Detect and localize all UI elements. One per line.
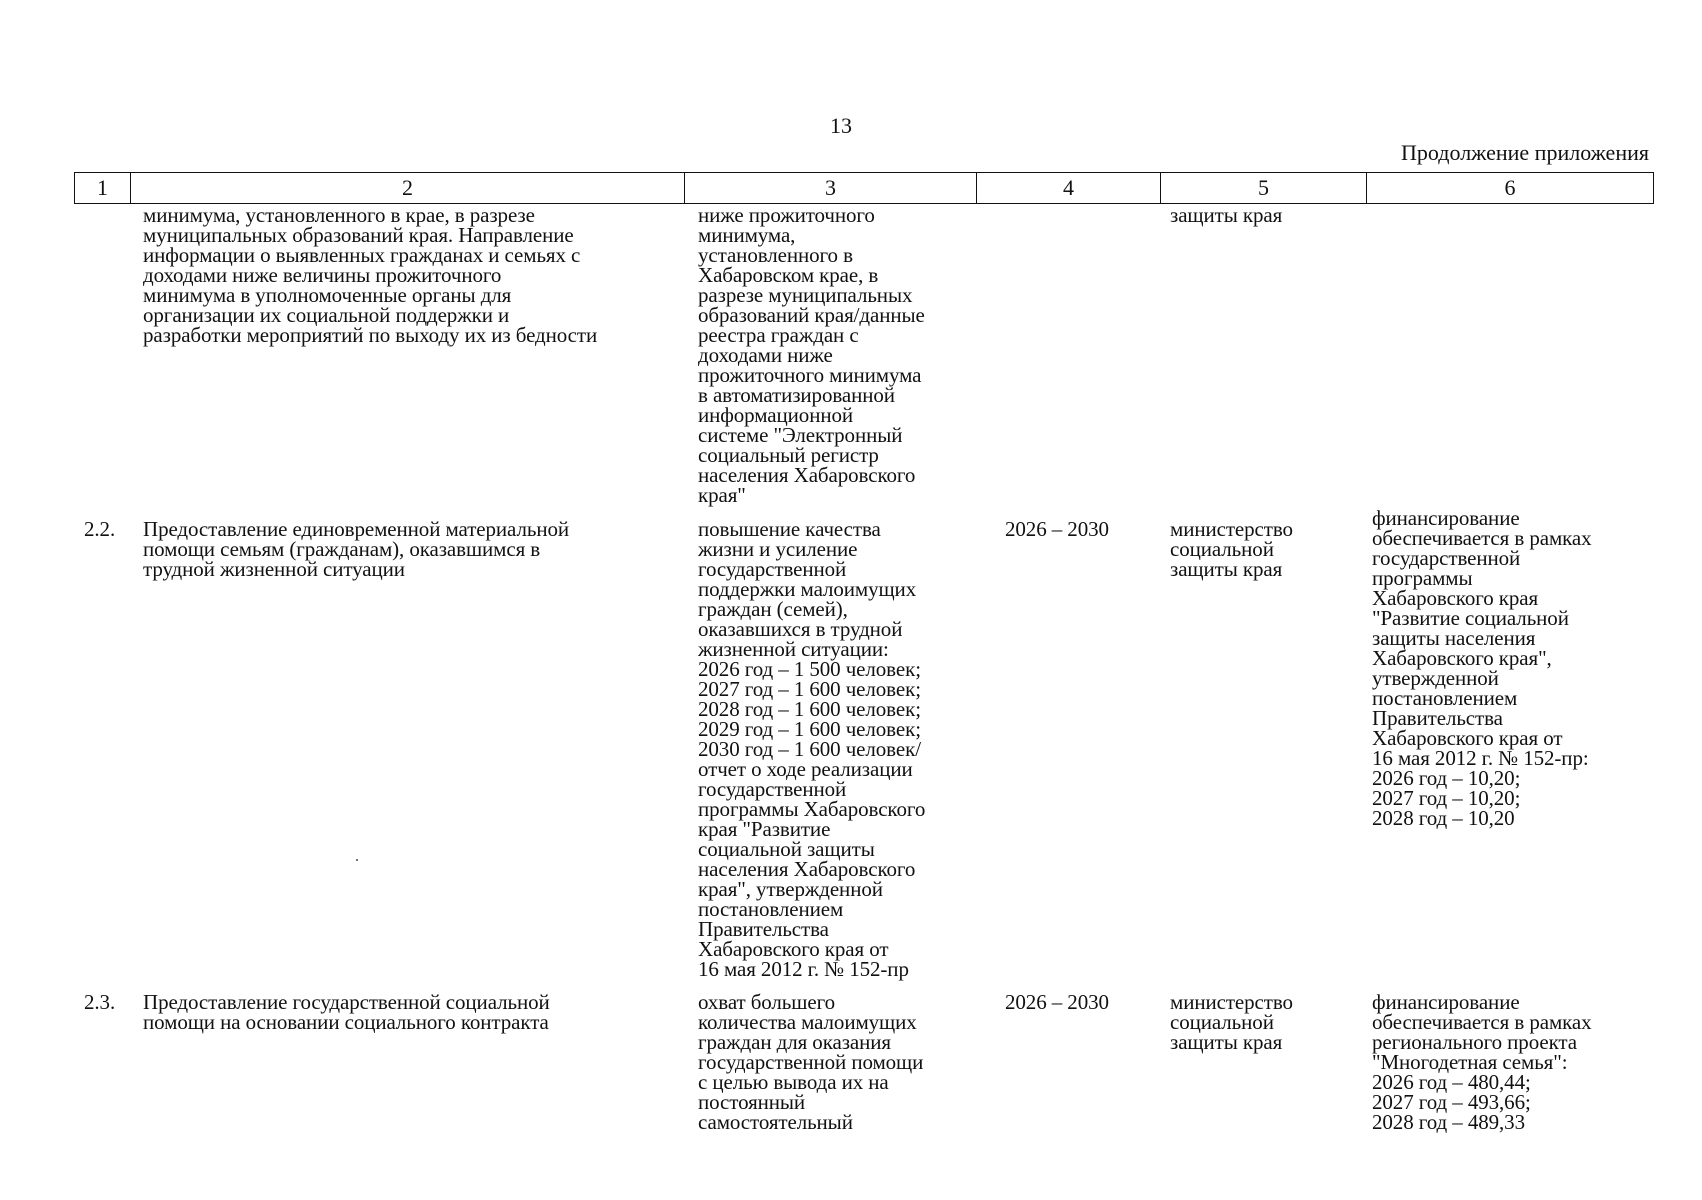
row-financing: финансирование обеспечивается в рамках регионального проекта "Многодетная семья": 2026 год – 480,44; 2027 год – 493,66; 2028 год – 489,33 [1372, 990, 1592, 1134]
row-number: 2.3. [84, 990, 116, 1014]
header-cell-1: 1 [75, 173, 131, 203]
table-header [74, 172, 1654, 204]
row-period: 2026 – 2030 [1005, 990, 1109, 1014]
row-executor: министерство социальной защиты края [1170, 517, 1293, 581]
row-financing: финансирование обеспечивается в рамках государственной программы Хабаровского края "Развитие социальной защиты населения Хабаровского края", утвержденной постановлением Правительства Хабаровского края от 16 мая 2012 г. № 152-пр: 2026 год – 10,20; 2027 год – 10,20; 2028 год – 10,20 [1372, 506, 1592, 830]
header-cell-4: 4 [977, 173, 1161, 203]
row-result: ниже прожиточного минимума, установленного в Хабаровском крае, в разрезе муниципальных образований края/данные реестра граждан с доходами ниже прожиточного минимума в автоматизированной информационной системе "Электронный социальный регистр населения Хабаровского края" [698, 203, 925, 507]
row-result: охват большего количества малоимущих граждан для оказания государственной помощи с целью вывода их на постоянный самостоятельный [698, 990, 924, 1134]
page-number: 13 [830, 113, 852, 138]
row-measure: Предоставление государственной социальной помощи на основании социального контракта [143, 990, 550, 1034]
header-cell-2: 2 [131, 173, 685, 203]
header-cell-3: 3 [685, 173, 977, 203]
row-executor: защиты края [1170, 203, 1283, 227]
scan-speck [356, 859, 358, 861]
header-cell-5: 5 [1161, 173, 1367, 203]
row-number: 2.2. [84, 517, 116, 541]
row-result: повышение качества жизни и усиление государственной поддержки малоимущих граждан (семей), оказавшихся в трудной жизненной ситуации: 2026 год – 1 500 человек; 2027 год – 1 600 человек; 2028 год – 1 600 человек; 2029 год – 1 600 человек; 2030 год – 1 600 человек/ отчет о ходе реализации государственной программы Хабаровского края "Развитие социальной защиты населения Хабаровского края", утвержденной постановлением Правительства Хабаровского края от 16 мая 2012 г. № 152-пр [698, 517, 926, 981]
header-cell-6: 6 [1504, 175, 1516, 200]
row-period: 2026 – 2030 [1005, 517, 1109, 541]
row-measure: минимума, установленного в крае, в разрезе муниципальных образований края. Направление информации о выявленных гражданах и семьях с доходами ниже величины прожиточного минимума в уполномоченные органы для организации их социальной поддержки и разработки мероприятий по выходу их из бедности [143, 203, 598, 347]
continuation-label: Продолжение приложения [1401, 140, 1649, 165]
row-measure: Предоставление единовременной материальной помощи семьям (гражданам), оказавшимся в трудной жизненной ситуации [143, 517, 569, 581]
row-executor: министерство социальной защиты края [1170, 990, 1293, 1054]
